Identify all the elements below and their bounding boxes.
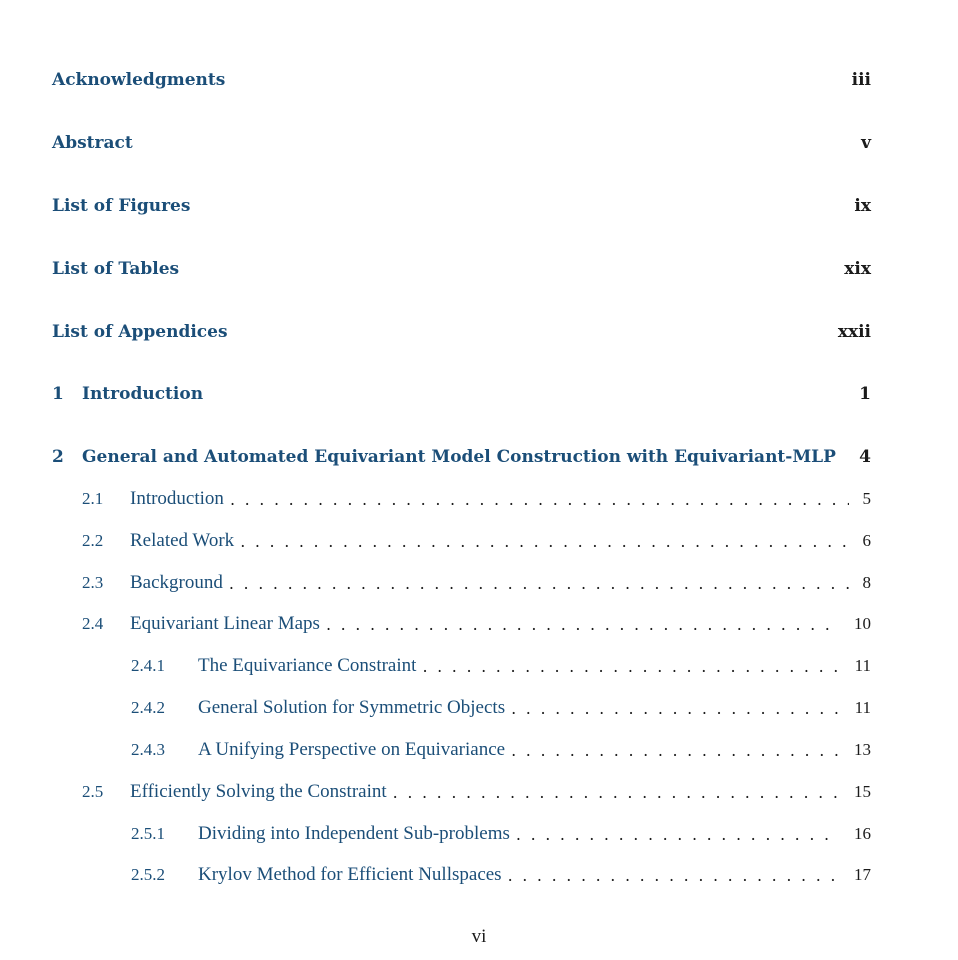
toc-entry-page: 10 [854, 614, 871, 633]
toc-entry-page: 11 [854, 698, 871, 717]
toc-subsection-number[interactable]: 2.5.1 [131, 824, 165, 843]
toc-entry-page: 1 [859, 384, 871, 404]
toc-subsection-2-4-1[interactable] [131, 652, 871, 680]
toc-entry-page: 5 [862, 489, 871, 508]
dot-leader [240, 530, 848, 552]
toc-section-2-1[interactable] [82, 485, 871, 513]
toc-section-2-4[interactable] [82, 610, 871, 638]
dot-leader [326, 613, 840, 635]
toc-entry-title[interactable]: Efficiently Solving the Constraint [130, 781, 387, 802]
toc-subsection-number[interactable]: 2.4.3 [131, 740, 165, 759]
toc-entry-page: v [861, 133, 871, 153]
toc-entry-page: 8 [862, 573, 871, 592]
toc-entry-page: xxii [837, 322, 871, 342]
dot-leader [508, 864, 840, 886]
toc-entry-title[interactable]: Equivariant Linear Maps [130, 613, 320, 634]
toc-chapter-2[interactable] [52, 443, 871, 471]
toc-subsection-2-4-2[interactable] [131, 694, 871, 722]
toc-chapter-number[interactable]: 2 [52, 447, 64, 467]
dot-leader [230, 488, 849, 510]
toc-entry-title[interactable]: Related Work [130, 530, 235, 551]
toc-subsection-number[interactable]: 2.4.1 [131, 656, 165, 675]
toc-subsection-number[interactable]: 2.5.2 [131, 865, 165, 884]
toc-subsection-2-5-2[interactable] [131, 861, 871, 889]
toc-section-number[interactable]: 2.3 [82, 573, 104, 592]
dot-leader [516, 823, 840, 845]
toc-entry-title[interactable]: List of Figures [52, 196, 191, 216]
toc-section-number[interactable]: 2.5 [82, 782, 104, 801]
toc-entry-page: 17 [854, 865, 871, 884]
dot-leader [393, 781, 840, 803]
toc-section-number[interactable]: 2.1 [82, 489, 104, 508]
toc-entry-title[interactable]: Krylov Method for Efficient Nullspaces [198, 864, 502, 885]
page-number: vi [471, 926, 487, 947]
toc-entry-page: ix [854, 196, 871, 216]
toc-section-2-3[interactable] [82, 569, 871, 597]
toc-entry-title[interactable]: Introduction [82, 384, 204, 404]
toc-entry-title[interactable]: The Equivariance Constraint [198, 655, 417, 676]
dot-leader [422, 655, 840, 677]
toc-entry-title[interactable]: Background [130, 572, 223, 593]
toc-entry-title[interactable]: Introduction [130, 488, 224, 509]
toc-subsection-number[interactable]: 2.4.2 [131, 698, 165, 717]
toc-entry-title[interactable]: Abstract [52, 133, 133, 153]
toc-chapter-1[interactable] [52, 380, 871, 408]
toc-entry-page: 13 [854, 740, 871, 759]
toc-entry-title[interactable]: List of Tables [52, 259, 180, 279]
toc-entry-title[interactable]: Acknowledgments [52, 70, 226, 90]
toc-entry-abstract[interactable] [52, 129, 871, 157]
toc-section-2-5[interactable] [82, 778, 871, 806]
toc-entry-page: xix [844, 259, 871, 279]
toc-entry-title[interactable]: A Unifying Perspective on Equivariance [198, 739, 506, 760]
dot-leader [511, 697, 841, 719]
toc-entry-page: 16 [854, 824, 871, 843]
toc-entry-list-of-tables[interactable] [52, 255, 871, 283]
toc-entry-page: iii [851, 70, 871, 90]
toc-section-2-2[interactable] [82, 527, 871, 555]
toc-section-number[interactable]: 2.2 [82, 531, 104, 550]
dot-leader [229, 572, 849, 594]
toc-entry-page: 4 [859, 447, 871, 467]
toc-chapter-number[interactable]: 1 [52, 384, 64, 404]
toc-entry-acknowledgments[interactable] [52, 66, 871, 94]
toc-section-number[interactable]: 2.4 [82, 614, 104, 633]
toc-subsection-2-4-3[interactable] [131, 736, 871, 764]
dot-leader [511, 739, 840, 761]
toc-subsection-2-5-1[interactable] [131, 820, 871, 848]
toc-entry-list-of-appendices[interactable] [52, 318, 871, 346]
toc-entry-title[interactable]: Dividing into Independent Sub-problems [198, 823, 510, 844]
toc-entry-title[interactable]: General and Automated Equivariant Model Construction with Equivariant-MLP [82, 447, 836, 467]
toc-entry-page: 11 [854, 656, 871, 675]
toc-entry-title[interactable]: General Solution for Symmetric Objects [198, 697, 506, 718]
toc-entry-title[interactable]: List of Appendices [52, 322, 228, 342]
toc-entry-list-of-figures[interactable] [52, 192, 871, 220]
toc-entry-page: 6 [862, 531, 871, 550]
toc-entry-page: 15 [854, 782, 871, 801]
